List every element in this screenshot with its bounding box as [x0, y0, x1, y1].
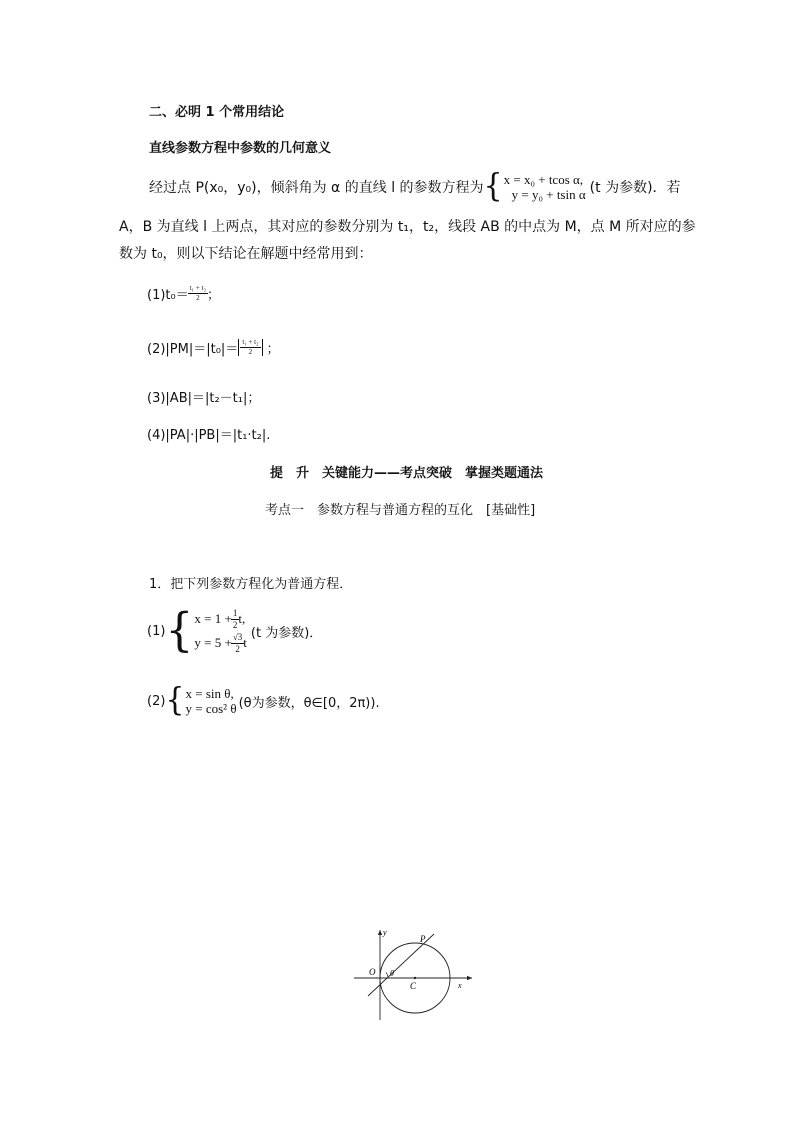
- fraction: [189, 285, 207, 302]
- intro-line-1: [149, 168, 681, 205]
- fraction-numerator: t₁ + t₂: [189, 284, 206, 292]
- system-x-equation: x = x₀ + tcos α,: [503, 172, 584, 187]
- problem-2: [147, 682, 380, 719]
- circle-line-figure: [340, 920, 480, 1025]
- fraction: [241, 339, 259, 356]
- problem-1: [147, 603, 323, 658]
- angle-arc: [386, 973, 388, 979]
- intro-line-3: 数为 t₀，则以下结论在解题中经常用到：: [119, 246, 373, 262]
- conclusion-2: [147, 338, 280, 357]
- intro-line-1-prefix: 经过点 P(x₀，y₀)，倾斜角为 α 的直线 l 的参数方程为: [149, 180, 484, 196]
- problem-1-x-suffix: t,: [238, 611, 246, 626]
- problem-2-y-equation: y = cos² θ: [185, 701, 237, 716]
- problem-1-param-note: (t 为参数)．: [250, 625, 323, 641]
- conclusion-1-prefix: (1)t₀＝: [147, 288, 189, 303]
- fraction-numerator: t₁ + t₂: [242, 338, 259, 346]
- conclusion-2-prefix: (2)|PM|＝|t₀|＝: [147, 342, 239, 357]
- y-axis-label: y: [383, 928, 387, 937]
- fraction-denominator: 2: [231, 643, 244, 654]
- problem-1-x-equation: [194, 607, 247, 631]
- problem-2-param-note: (θ为参数，θ∈[0，2π)).: [238, 695, 380, 711]
- fraction-numerator: 1: [232, 607, 238, 618]
- conclusion-4: (4)|PA|·|PB|＝|t₁·t₂|.: [147, 428, 271, 443]
- system-brace: {: [165, 682, 185, 719]
- topic-heading: 考点一 参数方程与普通方程的互化 [基础性]: [265, 503, 536, 518]
- intro-line-1-suffix: (t 为参数)．若: [589, 180, 681, 196]
- conclusion-1: [147, 284, 220, 303]
- conclusion-2-suffix: ；: [266, 342, 280, 357]
- problem-2-x-equation: x = sin θ,: [185, 686, 234, 701]
- subsection-title: 直线参数方程中参数的几何意义: [149, 141, 332, 156]
- intro-line-2: A，B 为直线 l 上两点，其对应的参数分别为 t₁，t₂，线段 AB 的中点为 M，点 M 所对应的参: [119, 219, 696, 235]
- y-axis-arrow: [378, 930, 382, 935]
- problem-1-y-suffix: t: [243, 635, 247, 650]
- conclusion-3: (3)|AB|＝|t₂－t₁|；: [147, 391, 261, 406]
- fraction-numerator: √3: [232, 631, 243, 642]
- angle-label: θ: [390, 969, 394, 978]
- fraction-denominator: 2: [188, 293, 208, 302]
- problem-1-x-prefix: x = 1 +: [194, 611, 232, 626]
- point-p-label: P: [420, 934, 426, 944]
- origin-label: O: [369, 967, 376, 977]
- problem-2-system: [165, 682, 237, 719]
- problem-2-label: (2): [147, 693, 166, 709]
- section-title: 二、必明 1 个常用结论: [149, 105, 285, 120]
- center-label: C: [410, 981, 417, 991]
- system-brace: {: [165, 603, 194, 658]
- problem-1-y-equation: [194, 631, 247, 655]
- problem-1-system: [165, 603, 247, 658]
- problem-1-y-prefix: y = 5 +: [194, 635, 232, 650]
- fraction-denominator: 2: [240, 347, 260, 356]
- x-axis-arrow: [467, 976, 472, 980]
- line-parametric-system: [483, 168, 586, 205]
- section-banner: 提 升 关键能力——考点突破 掌握类题通法: [270, 466, 544, 481]
- center-point: [414, 977, 416, 979]
- fraction: [232, 633, 243, 654]
- fraction-denominator: 2: [232, 619, 238, 630]
- conclusion-1-suffix: ；: [206, 288, 220, 303]
- absolute-value-bars: [238, 339, 262, 356]
- problem-stem: 1．把下列参数方程化为普通方程．: [149, 577, 353, 592]
- problem-1-label: (1): [147, 623, 166, 639]
- system-y-equation: y = y₀ + tsin α: [511, 187, 586, 202]
- x-axis-label: x: [458, 981, 462, 990]
- system-brace: {: [483, 168, 503, 205]
